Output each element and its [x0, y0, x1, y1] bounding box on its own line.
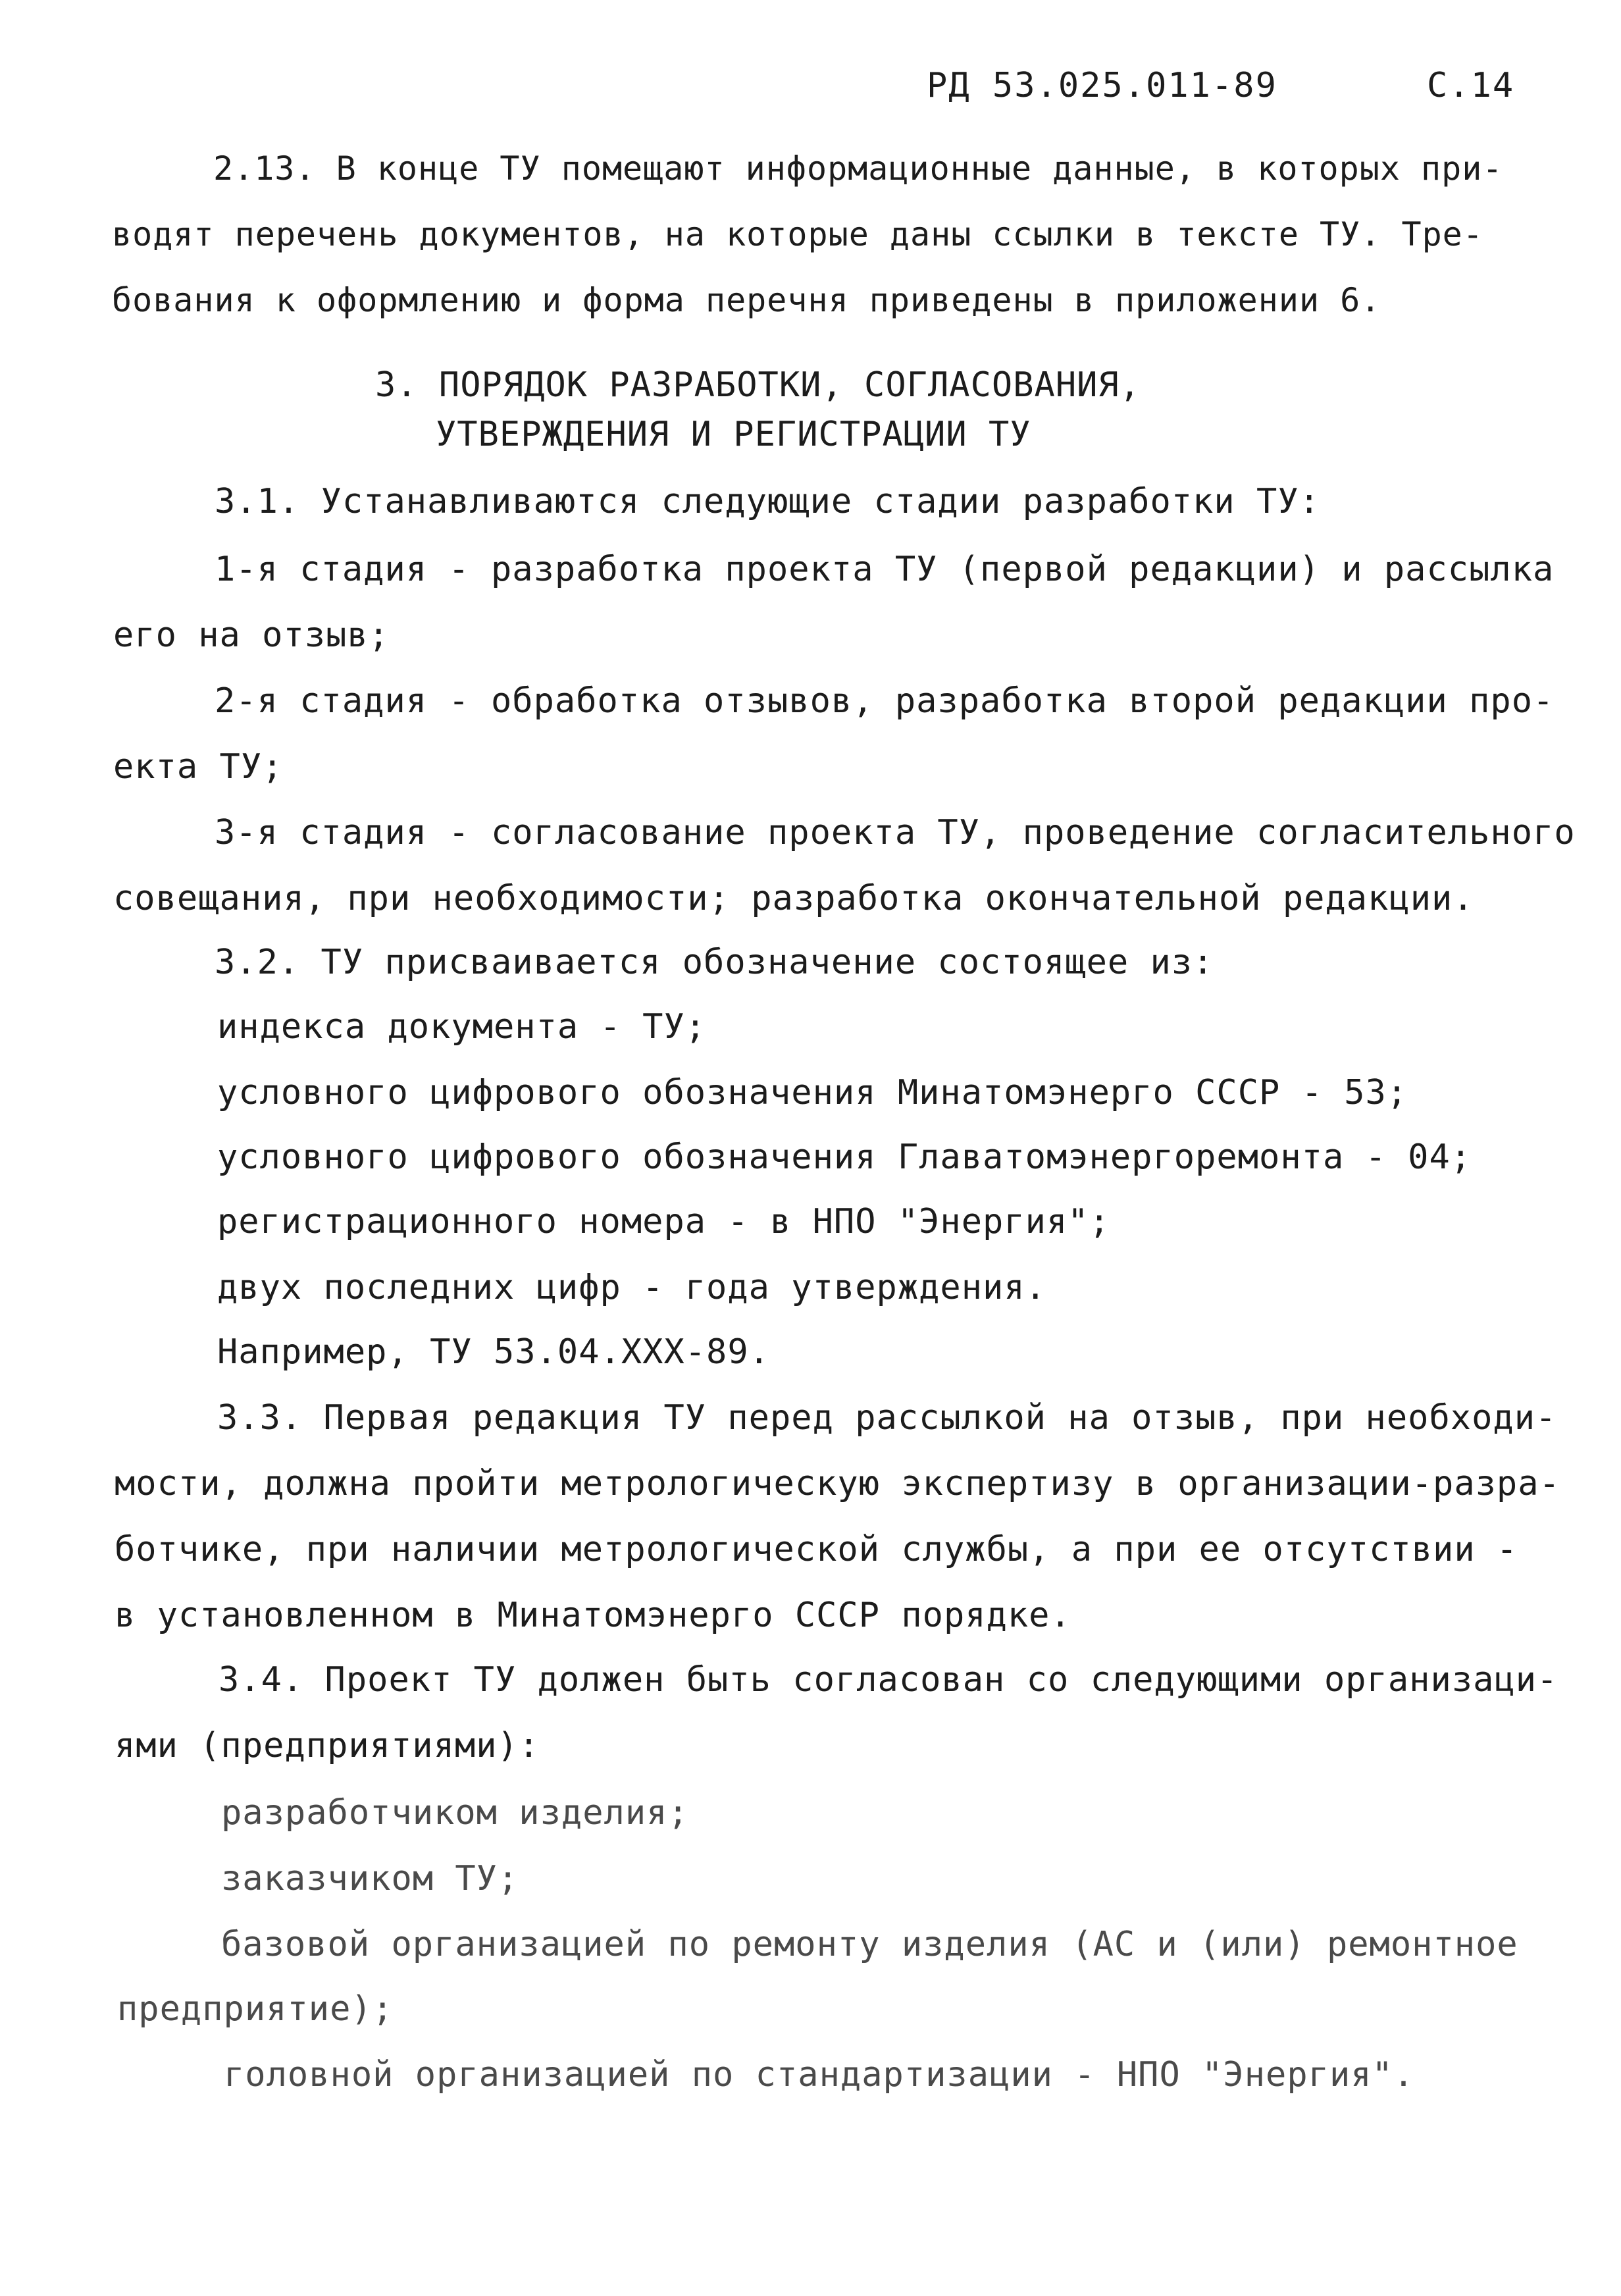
- stage-2-line-1: 2-я стадия - обработка отзывов, разработка второй редакции про-: [215, 681, 1555, 721]
- para-2-13-line-3: бования к оформлению и форма перечня приведены в приложении 6.: [112, 281, 1381, 319]
- approver-item-2: заказчиком ТУ;: [221, 1859, 519, 1898]
- approver-item-3-line-1: базовой организацией по ремонту изделия (АС и (или) ремонтное: [221, 1925, 1518, 1964]
- document-code: РД 53.025.011-89: [927, 66, 1277, 105]
- stage-3-line-2: совещания, при необходимости; разработка окончательной редакции.: [113, 879, 1474, 918]
- para-3-3-line-3: ботчике, при наличии метрологической службы, а при ее отсутствии -: [115, 1530, 1518, 1569]
- para-3-3-line-4: в установленном в Минатомэнерго СССР порядке.: [115, 1596, 1071, 1635]
- section-3-title-line-2: УТВЕРЖДЕНИЯ И РЕГИСТРАЦИИ ТУ: [436, 415, 1031, 454]
- section-3-title-line-1: 3. ПОРЯДОК РАЗРАБОТКИ, СОГЛАСОВАНИЯ,: [375, 365, 1141, 405]
- para-3-3-line-1: 3.3. Первая редакция ТУ перед рассылкой на отзыв, при необходи-: [217, 1398, 1557, 1438]
- para-3-4-line-1: 3.4. Проект ТУ должен быть согласован со следующими организаци-: [219, 1660, 1558, 1700]
- para-3-4-line-2: ями (предприятиями):: [115, 1726, 540, 1765]
- page-number: С.14: [1427, 66, 1515, 105]
- approver-item-4: головной организацией по стандартизации - НПО "Энергия".: [224, 2055, 1415, 2095]
- approver-item-1: разработчиком изделия;: [221, 1793, 689, 1833]
- stage-3-line-1: 3-я стадия - согласование проекта ТУ, проведение согласительного: [215, 813, 1576, 852]
- stage-2-line-2: екта ТУ;: [113, 747, 284, 787]
- designation-item-3: условного цифрового обозначения Главатомэнергоремонта - 04;: [217, 1137, 1472, 1177]
- stage-1-line-1: 1-я стадия - разработка проекта ТУ (первой редакции) и рассылка: [215, 550, 1555, 589]
- stage-1-line-2: его на отзыв;: [113, 615, 390, 655]
- designation-item-5: двух последних цифр - года утверждения.: [217, 1268, 1046, 1307]
- para-2-13-line-1: 2.13. В конце ТУ помещают информационные данные, в которых при-: [213, 149, 1503, 188]
- designation-item-4: регистрационного номера - в НПО "Энергия";: [217, 1202, 1110, 1241]
- para-2-13-line-2: водят перечень документов, на которые даны ссылки в тексте ТУ. Тре-: [112, 215, 1483, 253]
- designation-example: Например, ТУ 53.04.XXX-89.: [217, 1332, 770, 1372]
- para-3-2-line-1: 3.2. ТУ присваивается обозначение состоящее из:: [215, 943, 1214, 982]
- designation-item-2: условного цифрового обозначения Минатомэнерго СССР - 53;: [217, 1073, 1408, 1112]
- approver-item-3-line-2: предприятие);: [117, 1989, 394, 2029]
- designation-item-1: индекса документа - ТУ;: [217, 1007, 707, 1047]
- para-3-1-line-1: 3.1. Устанавливаются следующие стадии разработки ТУ:: [215, 482, 1320, 521]
- para-3-3-line-2: мости, должна пройти метрологическую экспертизу в организации-разра-: [115, 1464, 1560, 1503]
